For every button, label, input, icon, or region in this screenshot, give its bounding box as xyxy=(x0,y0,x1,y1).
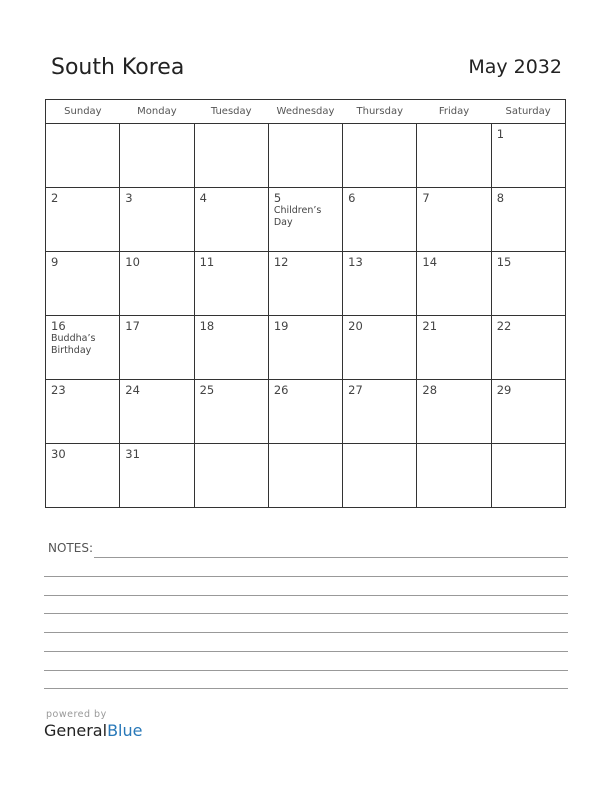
powered-by-text: powered by xyxy=(46,709,107,720)
day-number: 21 xyxy=(422,319,438,333)
day-cell[interactable] xyxy=(417,316,491,380)
day-cell[interactable] xyxy=(491,444,565,508)
week-row xyxy=(46,316,566,380)
day-cell[interactable] xyxy=(343,444,417,508)
weekday-wednesday: Wednesday xyxy=(268,100,342,124)
day-number: 24 xyxy=(125,383,140,397)
day-number: 4 xyxy=(199,191,207,205)
day-cell[interactable] xyxy=(194,380,268,444)
day-number: 18 xyxy=(199,319,215,333)
day-cell[interactable] xyxy=(343,380,417,444)
day-number: 20 xyxy=(348,319,363,333)
day-cell[interactable] xyxy=(268,316,342,380)
day-cell[interactable] xyxy=(491,124,565,188)
day-cell[interactable] xyxy=(120,252,194,316)
note-line xyxy=(44,688,568,689)
day-number: 30 xyxy=(51,447,66,461)
day-cell[interactable] xyxy=(46,124,120,188)
day-cell[interactable] xyxy=(120,124,194,188)
day-cell[interactable] xyxy=(120,444,194,508)
day-cell[interactable] xyxy=(268,380,342,444)
day-number: 27 xyxy=(348,383,363,397)
weekday-saturday: Saturday xyxy=(491,100,565,124)
day-number: 17 xyxy=(125,319,140,333)
day-cell[interactable] xyxy=(268,188,342,252)
day-number: 13 xyxy=(348,255,363,269)
day-number: 3 xyxy=(125,191,133,205)
weekday-friday: Friday xyxy=(417,100,491,124)
holiday-label: Children’s Day xyxy=(273,205,322,228)
day-cell[interactable] xyxy=(491,188,565,252)
day-number: 11 xyxy=(199,255,215,269)
day-number: 22 xyxy=(496,319,512,333)
note-line xyxy=(44,632,568,633)
week-row xyxy=(46,252,566,316)
day-cell[interactable] xyxy=(491,252,565,316)
weekday-sunday: Sunday xyxy=(46,100,120,124)
note-line xyxy=(94,557,568,558)
day-cell[interactable] xyxy=(46,316,120,380)
week-row xyxy=(46,380,566,444)
day-cell[interactable] xyxy=(194,188,268,252)
day-cell[interactable] xyxy=(46,380,120,444)
day-cell[interactable] xyxy=(46,188,120,252)
day-cell[interactable] xyxy=(417,444,491,508)
day-number: 25 xyxy=(199,383,215,397)
day-number: 9 xyxy=(51,255,59,269)
day-cell[interactable] xyxy=(343,252,417,316)
brand-logo[interactable] xyxy=(44,721,142,740)
day-cell[interactable] xyxy=(120,380,194,444)
weekday-header-row xyxy=(46,100,566,124)
day-cell[interactable] xyxy=(417,252,491,316)
day-number: 12 xyxy=(273,255,289,269)
week-row xyxy=(46,124,566,188)
weekday-tuesday: Tuesday xyxy=(194,100,268,124)
note-line xyxy=(44,651,568,652)
day-cell[interactable] xyxy=(120,316,194,380)
day-cell[interactable] xyxy=(194,316,268,380)
weekday-monday: Monday xyxy=(120,100,194,124)
notes-label: NOTES: xyxy=(48,541,93,555)
day-cell[interactable] xyxy=(268,444,342,508)
day-cell[interactable] xyxy=(268,124,342,188)
day-number: 31 xyxy=(125,447,140,461)
day-cell[interactable] xyxy=(343,124,417,188)
day-cell[interactable] xyxy=(268,252,342,316)
day-number: 8 xyxy=(496,191,505,205)
calendar-body xyxy=(46,124,566,508)
day-number: 7 xyxy=(422,191,430,205)
day-cell[interactable] xyxy=(491,380,565,444)
day-number: 2 xyxy=(51,191,59,205)
day-number: 29 xyxy=(496,383,512,397)
day-number: 15 xyxy=(496,255,512,269)
brand-general: General xyxy=(44,721,108,740)
day-cell[interactable] xyxy=(343,188,417,252)
day-number: 26 xyxy=(273,383,289,397)
day-cell[interactable] xyxy=(343,316,417,380)
day-number: 6 xyxy=(348,191,356,205)
day-cell[interactable] xyxy=(194,252,268,316)
holiday-label: Buddha’s Birthday xyxy=(51,333,96,356)
page-title: South Korea xyxy=(51,55,185,80)
month-year: May 2032 xyxy=(468,56,562,78)
day-number: 19 xyxy=(273,319,289,333)
calendar-grid xyxy=(45,99,566,508)
week-row xyxy=(46,188,566,252)
week-row xyxy=(46,444,566,508)
day-cell[interactable] xyxy=(417,124,491,188)
day-cell[interactable] xyxy=(491,316,565,380)
weekday-thursday: Thursday xyxy=(343,100,417,124)
day-number: 28 xyxy=(422,383,438,397)
day-number: 16 xyxy=(51,319,66,333)
day-number: 5 xyxy=(273,191,282,205)
day-cell[interactable] xyxy=(46,444,120,508)
note-line xyxy=(44,595,568,596)
note-line xyxy=(44,576,568,577)
day-number: 14 xyxy=(422,255,438,269)
day-number: 10 xyxy=(125,255,140,269)
note-line xyxy=(44,670,568,671)
day-cell[interactable] xyxy=(46,252,120,316)
day-cell[interactable] xyxy=(194,124,268,188)
day-cell[interactable] xyxy=(194,444,268,508)
note-line xyxy=(44,613,568,614)
day-cell[interactable] xyxy=(417,380,491,444)
day-cell[interactable] xyxy=(120,188,194,252)
day-number: 23 xyxy=(51,383,66,397)
brand-blue: Blue xyxy=(107,721,143,740)
day-number: 1 xyxy=(496,127,505,141)
day-cell[interactable] xyxy=(417,188,491,252)
